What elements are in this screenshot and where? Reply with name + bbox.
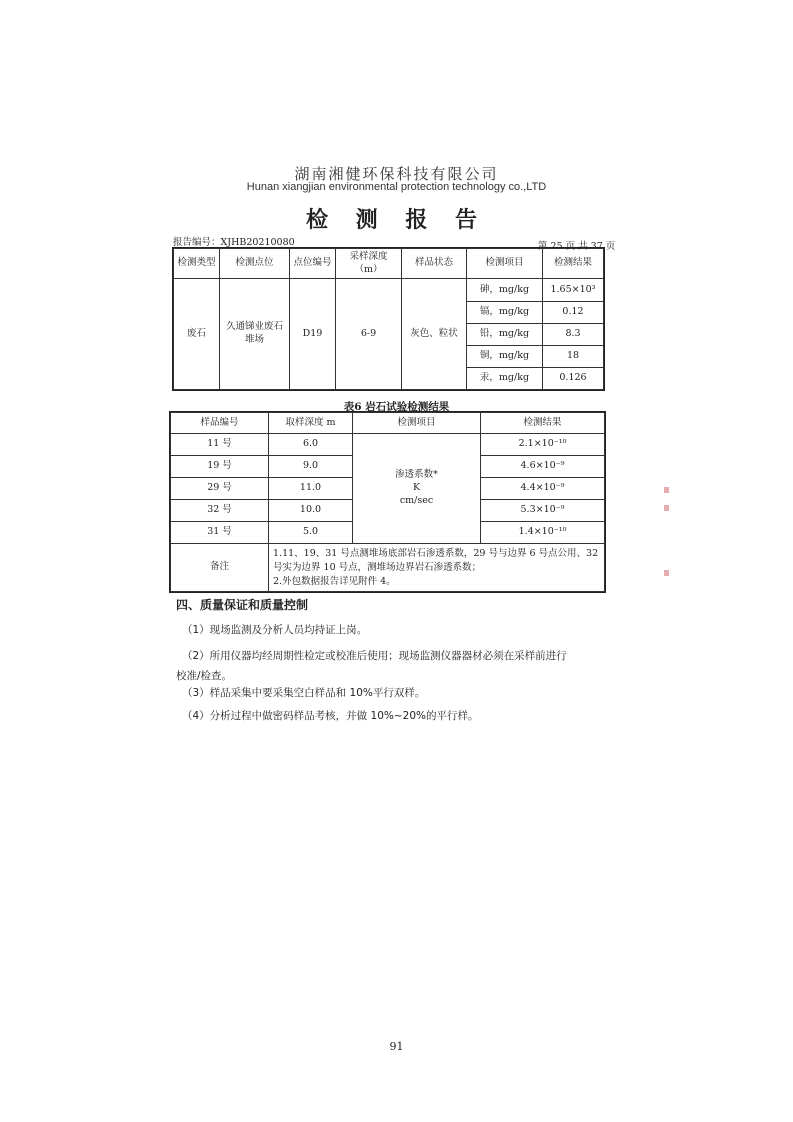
sample-cell: 19 号 bbox=[171, 456, 269, 478]
sample-type-cell: 废石 bbox=[174, 279, 220, 390]
sample-cell: 31 号 bbox=[171, 522, 269, 544]
item-cell: 砷，mg/kg bbox=[467, 279, 543, 302]
report-number: 报告编号：XJHB20210080 bbox=[173, 237, 295, 248]
result-cell: 18 bbox=[543, 346, 604, 368]
result-cell: 4.4×10⁻⁹ bbox=[481, 478, 605, 500]
header-cell: 检测项目 bbox=[353, 413, 481, 434]
header-cell: 样品编号 bbox=[171, 413, 269, 434]
result-cell: 1.65×10³ bbox=[543, 279, 604, 302]
seal-fragment bbox=[664, 505, 669, 511]
test-item-line: K bbox=[412, 482, 421, 494]
sample-cell: 11 号 bbox=[171, 434, 269, 456]
company-name-en: Hunan xiangjian environmental protection technology co.,LTD bbox=[246, 181, 547, 193]
seal-fragment bbox=[664, 570, 669, 576]
page-number: 91 bbox=[389, 1040, 404, 1053]
sample-site-cell: 久通锑业废石堆场 bbox=[220, 279, 290, 390]
test-item-line: 渗透系数* bbox=[395, 469, 438, 481]
header-cell: 检测类型 bbox=[174, 249, 220, 279]
table-row bbox=[171, 434, 605, 456]
header-cell: 点位编号 bbox=[290, 249, 336, 279]
page-info: 第 25 页 共 37 页 bbox=[538, 241, 616, 252]
seal-fragment bbox=[664, 487, 669, 493]
paragraph: （3）样品采集中要采集空白样品和 10%平行双样。 bbox=[182, 687, 426, 699]
header-cell: 样品状态 bbox=[402, 249, 467, 279]
note-label-cell: 备注 bbox=[171, 544, 269, 592]
state-cell: 灰色、粒状 bbox=[402, 279, 467, 390]
sample-cell: 32 号 bbox=[171, 500, 269, 522]
paragraph: （4）分析过程中做密码样品考核，并做 10%~20%的平行样。 bbox=[182, 710, 479, 722]
header-cell: 取样深度 m bbox=[269, 413, 353, 434]
test-results-table bbox=[173, 248, 604, 390]
header-cell: 检测结果 bbox=[543, 249, 604, 279]
result-cell: 0.12 bbox=[543, 302, 604, 324]
paragraph bbox=[176, 646, 620, 687]
item-cell: 铅，mg/kg bbox=[467, 324, 543, 346]
sample-cell: 29 号 bbox=[171, 478, 269, 500]
item-cell: 铜，mg/kg bbox=[467, 346, 543, 368]
table-caption: 表6 岩石试验检测结果 bbox=[343, 401, 450, 413]
header-cell: 采样深度（m） bbox=[336, 249, 402, 279]
item-cell: 镉，mg/kg bbox=[467, 302, 543, 324]
result-cell: 5.3×10⁻⁹ bbox=[481, 500, 605, 522]
depth-cell: 6.0 bbox=[269, 434, 353, 456]
item-cell: 汞，mg/kg bbox=[467, 368, 543, 390]
depth-cell: 5.0 bbox=[269, 522, 353, 544]
site-code-cell: D19 bbox=[290, 279, 336, 390]
paragraph: （1）现场监测及分析人员均持证上岗。 bbox=[182, 624, 368, 636]
result-cell: 2.1×10⁻¹⁰ bbox=[481, 434, 605, 456]
result-cell: 8.3 bbox=[543, 324, 604, 346]
note-line: 2.外包数据报告详见附件 4。 bbox=[273, 575, 396, 587]
test-item-line: cm/sec bbox=[399, 494, 434, 506]
result-cell: 1.4×10⁻¹⁰ bbox=[481, 522, 605, 544]
header-cell: 检测点位 bbox=[220, 249, 290, 279]
depth-cell: 10.0 bbox=[269, 500, 353, 522]
table-header-row bbox=[171, 413, 605, 434]
depth-cell: 11.0 bbox=[269, 478, 353, 500]
result-cell: 4.6×10⁻⁹ bbox=[481, 456, 605, 478]
paragraph-line: 校准/检查。 bbox=[176, 670, 233, 683]
note-line: 1.11、19、31 号点测堆场底部岩石渗透系数，29 号与边界 6 号点公用、32 号实为边界 10 号点，测堆场边界岩石渗透系数； bbox=[273, 548, 599, 573]
section-heading: 四、质量保证和质量控制 bbox=[176, 598, 309, 612]
result-cell: 0.126 bbox=[543, 368, 604, 390]
note-cell bbox=[269, 544, 605, 592]
company-name-cn: 湖南湘健环保科技有限公司 bbox=[294, 165, 499, 183]
header-cell: 检测结果 bbox=[481, 413, 605, 434]
paragraph-line: （2）所用仪器均经周期性检定或校准后使用；现场监测仪器器材必须在采样前进行 bbox=[182, 650, 567, 662]
note-row bbox=[171, 544, 605, 592]
test-item-cell bbox=[353, 434, 481, 544]
header-cell: 检测项目 bbox=[467, 249, 543, 279]
report-title: 检 测 报 告 bbox=[306, 207, 487, 233]
table-header-row bbox=[174, 249, 604, 279]
rock-test-table bbox=[170, 412, 605, 592]
depth-cell: 6-9 bbox=[336, 279, 402, 390]
table-row bbox=[174, 279, 604, 302]
depth-cell: 9.0 bbox=[269, 456, 353, 478]
